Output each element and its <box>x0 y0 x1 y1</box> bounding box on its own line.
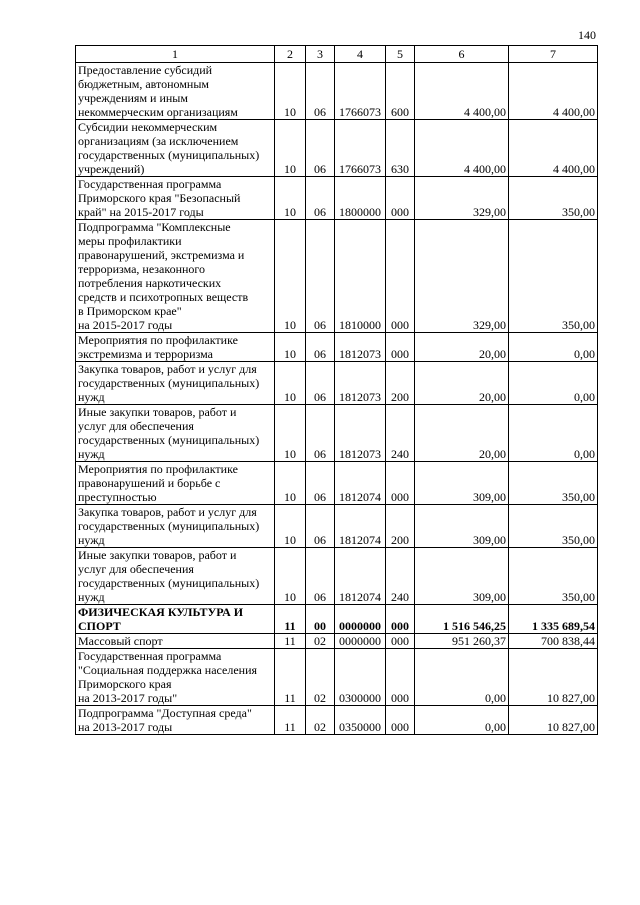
amount-col7-cell: 350,00 <box>509 220 598 333</box>
expense-type-cell: 630 <box>386 120 415 177</box>
subsection-code-cell: 06 <box>306 505 335 548</box>
table-row <box>76 605 598 634</box>
header-cell: 1 <box>76 46 275 63</box>
target-article-cell: 0350000 <box>335 706 386 735</box>
expense-type-cell: 200 <box>386 362 415 405</box>
header-cell: 7 <box>509 46 598 63</box>
item-name-cell: Иные закупки товаров, работ и услуг для обеспечения государственных (муниципальных) нужд <box>76 405 275 462</box>
amount-col7-cell: 350,00 <box>509 505 598 548</box>
section-code-cell: 10 <box>275 63 306 120</box>
table-row <box>76 505 598 548</box>
amount-col6-cell: 951 260,37 <box>415 634 509 649</box>
target-article-cell: 0300000 <box>335 649 386 706</box>
expense-type-cell: 240 <box>386 548 415 605</box>
header-row <box>76 46 598 63</box>
section-code-cell: 10 <box>275 120 306 177</box>
header-cell: 4 <box>335 46 386 63</box>
expense-type-cell: 000 <box>386 649 415 706</box>
table-row <box>76 462 598 505</box>
amount-col7-cell: 4 400,00 <box>509 120 598 177</box>
amount-col7-cell: 1 335 689,54 <box>509 605 598 634</box>
table-row <box>76 706 598 735</box>
amount-col7-cell: 0,00 <box>509 405 598 462</box>
expense-type-cell: 000 <box>386 706 415 735</box>
header-cell: 2 <box>275 46 306 63</box>
budget-table <box>75 45 598 735</box>
expense-type-cell: 000 <box>386 634 415 649</box>
target-article-cell: 1800000 <box>335 177 386 220</box>
item-name-cell: Закупка товаров, работ и услуг для государственных (муниципальных) нужд <box>76 362 275 405</box>
subsection-code-cell: 06 <box>306 462 335 505</box>
section-code-cell: 10 <box>275 405 306 462</box>
target-article-cell: 1812073 <box>335 333 386 362</box>
table-row <box>76 405 598 462</box>
table-row <box>76 548 598 605</box>
expense-type-cell: 240 <box>386 405 415 462</box>
expense-type-cell: 000 <box>386 605 415 634</box>
section-code-cell: 10 <box>275 333 306 362</box>
section-code-cell: 10 <box>275 362 306 405</box>
table-row <box>76 649 598 706</box>
table-row <box>76 120 598 177</box>
section-code-cell: 10 <box>275 505 306 548</box>
amount-col7-cell: 350,00 <box>509 462 598 505</box>
amount-col6-cell: 20,00 <box>415 333 509 362</box>
item-name-cell: Предоставление субсидий бюджетным, автономным учреждениям и иным некоммерческим организациям <box>76 63 275 120</box>
amount-col6-cell: 0,00 <box>415 706 509 735</box>
table-row <box>76 220 598 333</box>
section-code-cell: 11 <box>275 605 306 634</box>
table-row <box>76 634 598 649</box>
amount-col6-cell: 4 400,00 <box>415 63 509 120</box>
header-cell: 6 <box>415 46 509 63</box>
item-name-cell: Субсидии некоммерческим организациям (за исключением государственных (муниципальных) учреждений) <box>76 120 275 177</box>
amount-col7-cell: 350,00 <box>509 177 598 220</box>
amount-col7-cell: 4 400,00 <box>509 63 598 120</box>
amount-col6-cell: 0,00 <box>415 649 509 706</box>
section-code-cell: 11 <box>275 649 306 706</box>
item-name-cell: ФИЗИЧЕСКАЯ КУЛЬТУРА И СПОРТ <box>76 605 275 634</box>
item-name-cell: Иные закупки товаров, работ и услуг для обеспечения государственных (муниципальных) нужд <box>76 548 275 605</box>
target-article-cell: 1812074 <box>335 462 386 505</box>
amount-col7-cell: 350,00 <box>509 548 598 605</box>
table-row <box>76 362 598 405</box>
subsection-code-cell: 06 <box>306 63 335 120</box>
amount-col6-cell: 309,00 <box>415 548 509 605</box>
section-code-cell: 10 <box>275 220 306 333</box>
amount-col6-cell: 329,00 <box>415 220 509 333</box>
target-article-cell: 1810000 <box>335 220 386 333</box>
target-article-cell: 1766073 <box>335 120 386 177</box>
amount-col6-cell: 1 516 546,25 <box>415 605 509 634</box>
subsection-code-cell: 06 <box>306 548 335 605</box>
amount-col6-cell: 309,00 <box>415 505 509 548</box>
target-article-cell: 0000000 <box>335 605 386 634</box>
amount-col7-cell: 10 827,00 <box>509 649 598 706</box>
expense-type-cell: 000 <box>386 220 415 333</box>
amount-col7-cell: 0,00 <box>509 333 598 362</box>
expense-type-cell: 000 <box>386 333 415 362</box>
amount-col6-cell: 20,00 <box>415 362 509 405</box>
subsection-code-cell: 02 <box>306 649 335 706</box>
item-name-cell: Государственная программа "Социальная поддержка населения Приморского края на 2013-2017 годы" <box>76 649 275 706</box>
subsection-code-cell: 06 <box>306 177 335 220</box>
header-cell: 5 <box>386 46 415 63</box>
item-name-cell: Закупка товаров, работ и услуг для государственных (муниципальных) нужд <box>76 505 275 548</box>
subsection-code-cell: 06 <box>306 405 335 462</box>
expense-type-cell: 000 <box>386 462 415 505</box>
item-name-cell: Подпрограмма "Комплексные меры профилактики правонарушений, экстремизма и терроризма, незаконного потребления наркотических средств и психотропных веществ в Приморском крае" на 2015-2017 годы <box>76 220 275 333</box>
subsection-code-cell: 06 <box>306 362 335 405</box>
section-code-cell: 10 <box>275 177 306 220</box>
subsection-code-cell: 06 <box>306 220 335 333</box>
item-name-cell: Мероприятия по профилактике экстремизма и терроризма <box>76 333 275 362</box>
expense-type-cell: 000 <box>386 177 415 220</box>
table-body <box>76 46 598 735</box>
subsection-code-cell: 00 <box>306 605 335 634</box>
amount-col7-cell: 0,00 <box>509 362 598 405</box>
subsection-code-cell: 02 <box>306 634 335 649</box>
expense-type-cell: 200 <box>386 505 415 548</box>
target-article-cell: 0000000 <box>335 634 386 649</box>
amount-col6-cell: 20,00 <box>415 405 509 462</box>
table-row <box>76 177 598 220</box>
target-article-cell: 1812074 <box>335 548 386 605</box>
subsection-code-cell: 06 <box>306 120 335 177</box>
item-name-cell: Массовый спорт <box>76 634 275 649</box>
amount-col7-cell: 700 838,44 <box>509 634 598 649</box>
page-number: 140 <box>578 28 596 42</box>
amount-col7-cell: 10 827,00 <box>509 706 598 735</box>
amount-col6-cell: 309,00 <box>415 462 509 505</box>
expense-type-cell: 600 <box>386 63 415 120</box>
section-code-cell: 10 <box>275 548 306 605</box>
item-name-cell: Подпрограмма "Доступная среда" на 2013-2017 годы <box>76 706 275 735</box>
table-row <box>76 333 598 362</box>
section-code-cell: 11 <box>275 634 306 649</box>
amount-col6-cell: 329,00 <box>415 177 509 220</box>
header-cell: 3 <box>306 46 335 63</box>
amount-col6-cell: 4 400,00 <box>415 120 509 177</box>
target-article-cell: 1812073 <box>335 405 386 462</box>
item-name-cell: Мероприятия по профилактике правонарушений и борьбе с преступностью <box>76 462 275 505</box>
subsection-code-cell: 06 <box>306 333 335 362</box>
target-article-cell: 1812074 <box>335 505 386 548</box>
table-row <box>76 63 598 120</box>
item-name-cell: Государственная программа Приморского края "Безопасный край" на 2015-2017 годы <box>76 177 275 220</box>
subsection-code-cell: 02 <box>306 706 335 735</box>
target-article-cell: 1766073 <box>335 63 386 120</box>
section-code-cell: 10 <box>275 462 306 505</box>
section-code-cell: 11 <box>275 706 306 735</box>
target-article-cell: 1812073 <box>335 362 386 405</box>
